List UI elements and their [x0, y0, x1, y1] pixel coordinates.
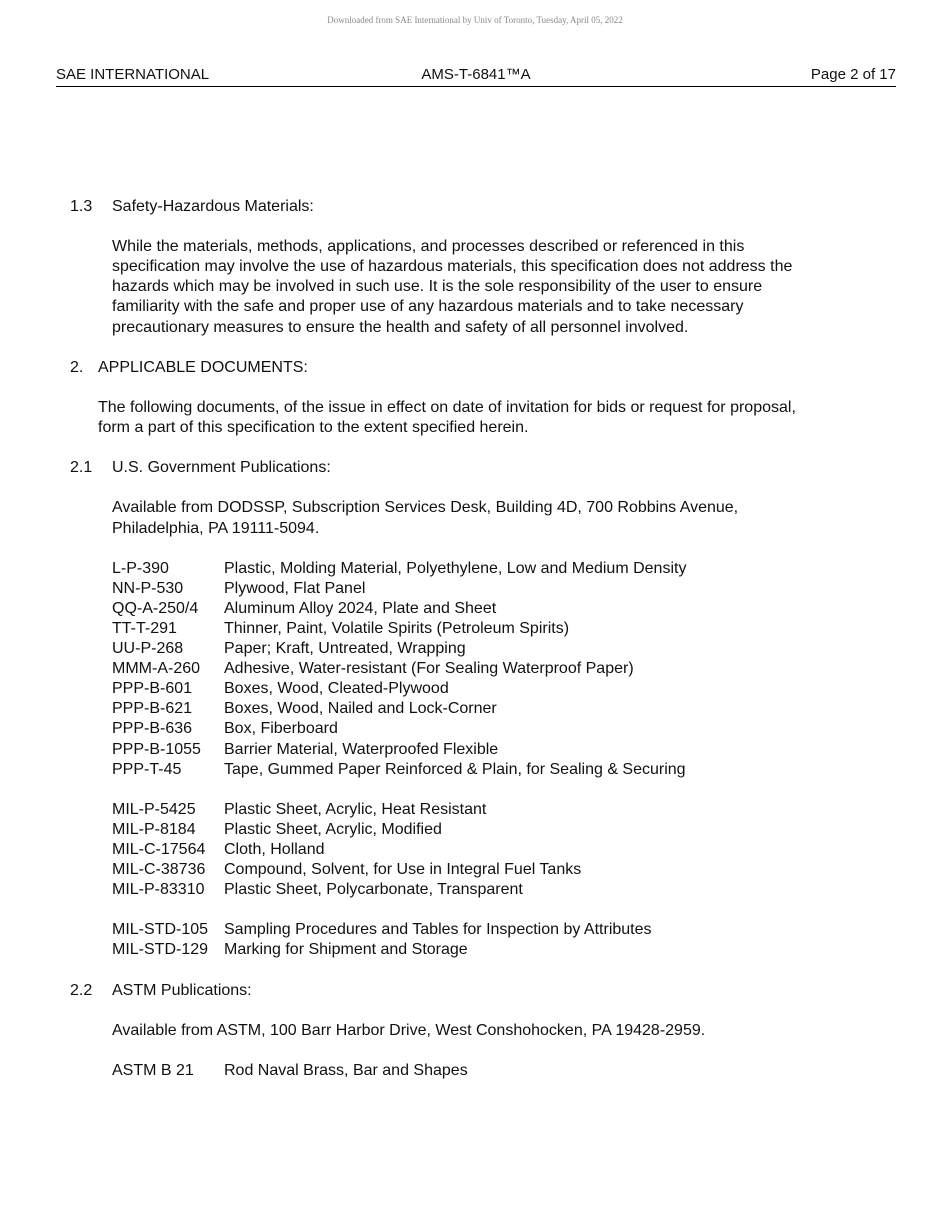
header-page-number: Page 2 of 17: [810, 66, 896, 83]
document-code: UU-P-268: [112, 640, 184, 658]
document-code: MMM-A-260: [112, 660, 201, 678]
document-list-item: [0, 599, 950, 619]
document-list-item: [0, 840, 950, 860]
document-code: MIL-P-8184: [112, 820, 196, 838]
document-title: Boxes, Wood, Nailed and Lock-Corner: [224, 700, 497, 718]
government-documents-list-2: [0, 800, 950, 900]
section-2-1-paragraph: [112, 498, 857, 538]
document-title: Sampling Procedures and Tables for Inspection by Attributes: [224, 921, 652, 939]
document-list-item: [0, 639, 950, 659]
document-code: PPP-B-621: [112, 700, 193, 718]
section-2-2-heading: [0, 981, 950, 1001]
document-code: PPP-B-636: [112, 720, 193, 738]
paragraph-line: familiarity with the safe and proper use of any hazardous materials and to take necessary: [112, 298, 744, 316]
header-document-id: AMS-T-6841™A: [421, 66, 531, 83]
paragraph-line: Available from DODSSP, Subscription Services Desk, Building 4D, 700 Robbins Avenue,: [112, 499, 739, 517]
section-title: APPLICABLE DOCUMENTS:: [98, 358, 308, 376]
document-list-item: [0, 659, 950, 679]
paragraph-line: specification may involve the use of hazardous materials, this specification does not address the: [112, 258, 793, 276]
document-list-item: [0, 679, 950, 699]
document-code: MIL-C-38736: [112, 861, 206, 879]
astm-documents-list: [0, 1061, 950, 1081]
document-code: L-P-390: [112, 559, 169, 577]
paragraph-line: Philadelphia, PA 19111-5094.: [112, 519, 320, 537]
document-list-item: [0, 579, 950, 599]
document-title: Rod Naval Brass, Bar and Shapes: [224, 1062, 468, 1080]
document-code: MIL-STD-105: [112, 921, 209, 939]
document-list-item: [0, 820, 950, 840]
document-list-item: [0, 740, 950, 760]
document-list-item: [0, 559, 950, 579]
document-list-item: [0, 940, 950, 960]
paragraph-line: hazards which may be involved in such use. It is the sole responsibility of the user to ensure: [112, 278, 763, 296]
section-1-3-paragraph: [112, 237, 857, 337]
document-title: Plastic, Molding Material, Polyethylene, Low and Medium Density: [224, 559, 687, 577]
document-title: Marking for Shipment and Storage: [224, 941, 468, 959]
document-code: MIL-P-83310: [112, 881, 205, 899]
document-title: Tape, Gummed Paper Reinforced & Plain, for Sealing & Securing: [224, 760, 686, 778]
document-title: Boxes, Wood, Cleated-Plywood: [224, 680, 449, 698]
document-list-item: [0, 880, 950, 900]
document-title: Box, Fiberboard: [224, 720, 338, 738]
document-list-item: [0, 860, 950, 880]
document-code: PPP-B-1055: [112, 740, 201, 758]
paragraph-line: form a part of this specification to the extent specified herein.: [98, 419, 529, 437]
government-documents-list-1: [0, 559, 950, 780]
header-organization: SAE INTERNATIONAL: [56, 66, 210, 83]
section-title: Safety-Hazardous Materials:: [112, 198, 314, 215]
paragraph-line: Available from ASTM, 100 Barr Harbor Drive, West Conshohocken, PA 19428-2959.: [112, 1021, 706, 1039]
document-code: TT-T-291: [112, 619, 177, 637]
document-title: Plywood, Flat Panel: [224, 579, 366, 597]
section-1-3-heading: [0, 197, 950, 217]
section-2-heading: [0, 358, 950, 378]
section-number: 2.: [70, 358, 84, 376]
section-number: 2.2: [70, 981, 93, 999]
section-title: U.S. Government Publications:: [112, 459, 331, 477]
paragraph-line: precautionary measures to ensure the health and safety of all personnel involved.: [112, 318, 689, 336]
paragraph-line: While the materials, methods, applications, and processes described or referenced in this: [112, 238, 745, 256]
document-code: MIL-STD-129: [112, 941, 209, 959]
paragraph-line: The following documents, of the issue in effect on date of invitation for bids or request for proposal,: [98, 398, 796, 416]
document-list-item: [0, 619, 950, 639]
document-title: Aluminum Alloy 2024, Plate and Sheet: [224, 599, 497, 617]
document-list-item: [0, 920, 950, 940]
document-title: Plastic Sheet, Acrylic, Modified: [224, 820, 442, 838]
section-2-1-heading: [0, 458, 950, 478]
section-number: 1.3: [70, 198, 93, 215]
section-2-2-paragraph: [112, 1021, 857, 1041]
document-title: Adhesive, Water-resistant (For Sealing Waterproof Paper): [224, 660, 634, 678]
document-title: Paper; Kraft, Untreated, Wrapping: [224, 640, 466, 658]
document-list-item: [0, 760, 950, 780]
document-code: MIL-P-5425: [112, 800, 196, 818]
document-code: NN-P-530: [112, 579, 184, 597]
section-title: ASTM Publications:: [112, 981, 252, 999]
government-documents-list-3: [0, 920, 950, 960]
document-list-item: [0, 719, 950, 739]
document-code: QQ-A-250/4: [112, 599, 199, 617]
document-code: ASTM B 21: [112, 1062, 194, 1080]
document-code: PPP-T-45: [112, 760, 182, 778]
document-list-item: [0, 699, 950, 719]
document-title: Barrier Material, Waterproofed Flexible: [224, 740, 499, 758]
section-number: 2.1: [70, 459, 93, 477]
page-header: [56, 66, 896, 87]
document-list-item: [0, 1061, 950, 1081]
document-title: Plastic Sheet, Acrylic, Heat Resistant: [224, 800, 487, 818]
document-code: PPP-B-601: [112, 680, 193, 698]
document-code: MIL-C-17564: [112, 841, 206, 858]
section-2-paragraph: [98, 398, 858, 438]
document-title: Plastic Sheet, Polycarbonate, Transparent: [224, 881, 523, 899]
document-title: Thinner, Paint, Volatile Spirits (Petroleum Spirits): [224, 619, 570, 637]
download-watermark: Downloaded from SAE International by Univ of Toronto, Tuesday, April 05, 2022: [327, 15, 623, 25]
document-list-item: [0, 800, 950, 820]
document-title: Compound, Solvent, for Use in Integral Fuel Tanks: [224, 861, 582, 879]
document-body: [0, 197, 950, 1081]
document-title: Cloth, Holland: [224, 841, 325, 858]
